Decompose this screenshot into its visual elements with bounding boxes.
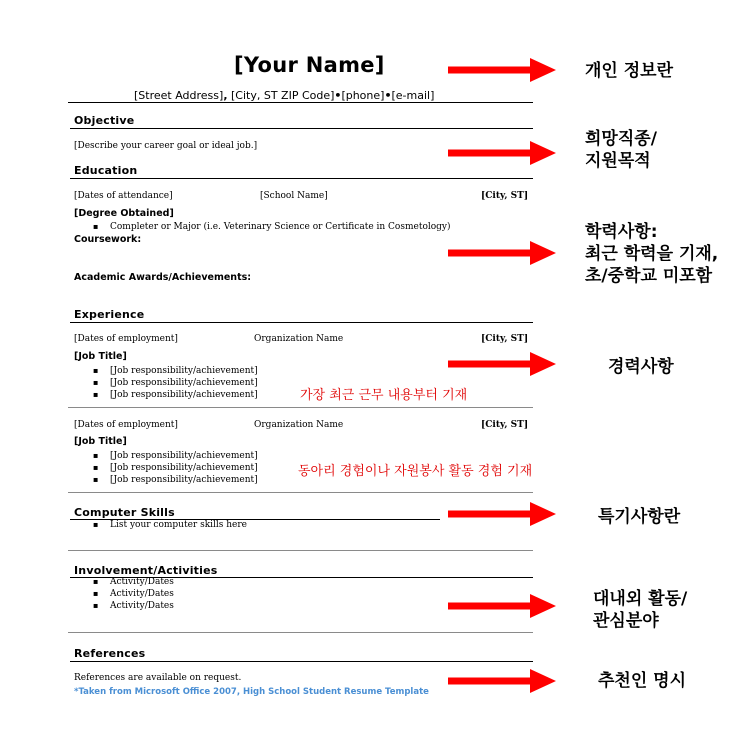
- section-rule: [70, 661, 533, 662]
- label-skills: 특기사항란: [598, 507, 681, 527]
- coursework-label: Coursework:: [74, 234, 142, 245]
- school-name: [School Name]: [260, 191, 328, 201]
- arrow-right-icon: [446, 240, 558, 266]
- note-recent-first: 가장 최근 근무 내용부터 기재: [300, 388, 468, 403]
- bullet: ▪: [93, 577, 99, 586]
- label-education: [585, 221, 718, 287]
- contact-separator: •: [334, 89, 342, 102]
- label-line: 초/중학교 미포함: [585, 266, 713, 286]
- job-divider: [68, 407, 533, 408]
- activity-item: Activity/Dates: [110, 601, 174, 611]
- arrow-right-icon: [446, 351, 558, 377]
- contact-line: [134, 89, 434, 102]
- references-text: References are available on request.: [74, 673, 242, 683]
- organization-name: Organization Name: [254, 334, 344, 344]
- job-title: [Job Title]: [74, 436, 127, 447]
- job-responsibility: [Job responsibility/achievement]: [110, 366, 258, 376]
- awards-label: Academic Awards/Achievements:: [74, 272, 252, 283]
- bullet: ▪: [93, 451, 99, 460]
- job-divider: [68, 492, 533, 493]
- degree-detail: Completer or Major (i.e. Veterinary Science or Certificate in Cosmetology): [110, 222, 451, 232]
- section-title-computer-skills: Computer Skills: [74, 506, 175, 519]
- job-title: [Job Title]: [74, 351, 127, 362]
- job-responsibility: [Job responsibility/achievement]: [110, 378, 258, 388]
- education-city: [City, ST]: [481, 191, 529, 201]
- bullet: ▪: [93, 390, 99, 399]
- bullet: ▪: [93, 222, 99, 231]
- label-references: 추천인 명시: [598, 671, 687, 691]
- job-dates: [Dates of employment]: [74, 334, 178, 344]
- organization-name: Organization Name: [254, 420, 344, 430]
- job-responsibility: [Job responsibility/achievement]: [110, 463, 258, 473]
- bullet: ▪: [93, 475, 99, 484]
- label-personal-info: 개인 정보란: [585, 61, 674, 81]
- job-city: [City, ST]: [481, 334, 529, 344]
- street-address: [Street Address]: [134, 89, 224, 102]
- source-note: *Taken from Microsoft Office 2007, High School Student Resume Template: [74, 687, 429, 697]
- bullet: ▪: [93, 378, 99, 387]
- section-title-experience: Experience: [74, 308, 145, 321]
- label-line: 지원목적: [585, 151, 651, 171]
- activity-item: Activity/Dates: [110, 577, 174, 587]
- label-activities: [593, 588, 687, 632]
- section-rule: [70, 128, 533, 129]
- job-dates: [Dates of employment]: [74, 420, 178, 430]
- section-divider: [68, 550, 533, 551]
- section-title-references: References: [74, 647, 146, 660]
- label-experience: 경력사항: [608, 357, 674, 377]
- job-responsibility: [Job responsibility/achievement]: [110, 451, 258, 461]
- bullet: ▪: [93, 520, 99, 529]
- degree-obtained: [Degree Obtained]: [74, 208, 174, 219]
- section-rule: [70, 322, 533, 323]
- contact-separator: •: [384, 89, 392, 102]
- activity-item: Activity/Dates: [110, 589, 174, 599]
- job-city: [City, ST]: [481, 420, 529, 430]
- city-state-zip: [City, ST ZIP Code]: [231, 89, 335, 102]
- section-divider: [68, 632, 533, 633]
- resume-name: [Your Name]: [234, 53, 385, 77]
- arrow-right-icon: [446, 668, 558, 694]
- bullet: ▪: [93, 463, 99, 472]
- label-line: 희망직종/: [585, 129, 657, 149]
- arrow-right-icon: [446, 593, 558, 619]
- bullet: ▪: [93, 589, 99, 598]
- job-responsibility: [Job responsibility/achievement]: [110, 475, 258, 485]
- phone: [phone]: [341, 89, 385, 102]
- arrow-right-icon: [446, 140, 558, 166]
- section-rule: [70, 178, 533, 179]
- arrow-right-icon: [446, 57, 558, 83]
- objective-text: [Describe your career goal or ideal job.]: [74, 141, 258, 151]
- bullet: ▪: [93, 601, 99, 610]
- education-dates: [Dates of attendance]: [74, 191, 173, 201]
- section-title-education: Education: [74, 164, 138, 177]
- label-line: 관심분야: [593, 611, 659, 631]
- bullet: ▪: [93, 366, 99, 375]
- section-title-involvement: Involvement/Activities: [74, 564, 218, 577]
- label-line: 최근 학력을 기재,: [585, 244, 719, 264]
- skills-item: List your computer skills here: [110, 520, 248, 530]
- header-rule: [68, 102, 533, 103]
- email: [e-mail]: [391, 89, 435, 102]
- label-line: 대내외 활동/: [593, 589, 688, 609]
- job-responsibility: [Job responsibility/achievement]: [110, 390, 258, 400]
- note-club-volunteer: 동아리 경험이나 자원봉사 활동 경험 기재: [298, 464, 533, 479]
- label-line: 학력사항:: [585, 222, 658, 242]
- contact-comma: ,: [223, 89, 228, 102]
- section-title-objective: Objective: [74, 114, 135, 127]
- label-objective: [585, 128, 657, 172]
- arrow-right-icon: [446, 501, 558, 527]
